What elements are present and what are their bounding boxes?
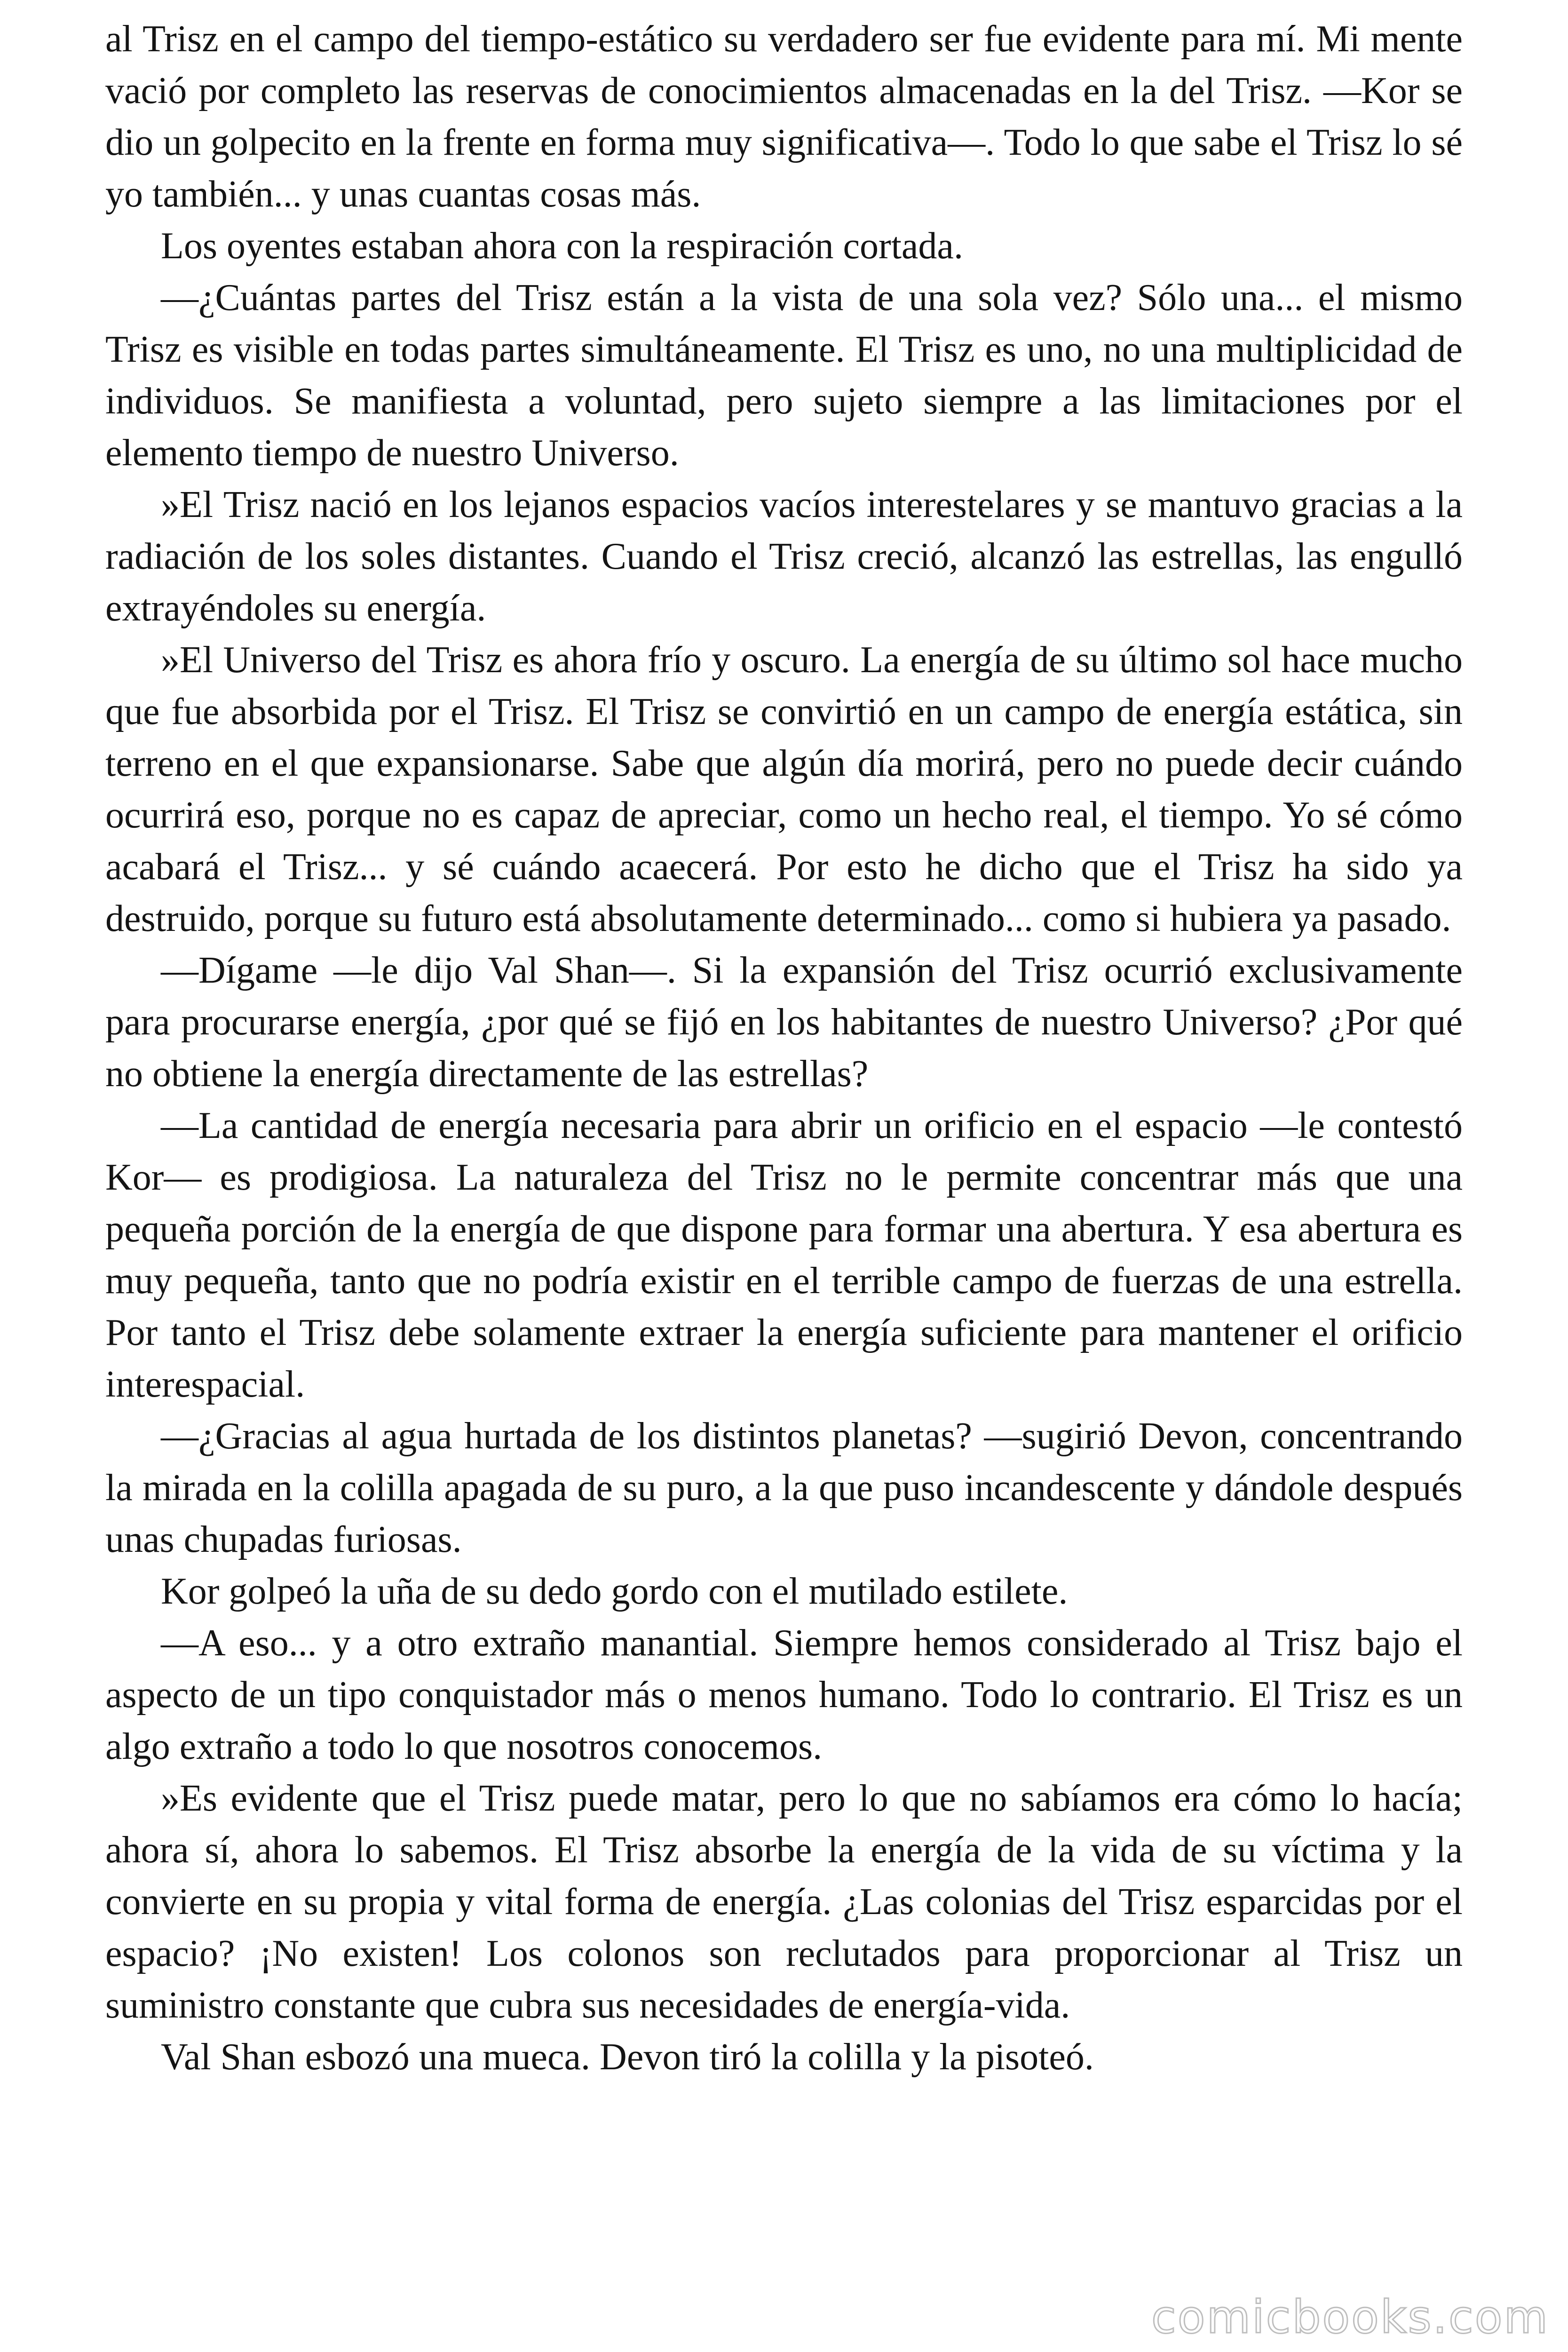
paragraph-7: —La cantidad de energía necesaria para abrir un orificio en el espacio —le contestó Kor— es prodigiosa. La naturaleza del Trisz no le permite concentrar más que una pequeña porción de la energía de que dispone para formar una abertura. Y esa abertura es muy pequeña, tanto que no podría existir en el terrible campo de fuerzas de una estrella. Por tanto el Trisz debe solamente extraer la energía suficiente para mantener el orificio interespacial. — [105, 1105, 1463, 1405]
paragraph-10: —A eso... y a otro extraño manantial. Siempre hemos considerado al Trisz bajo el aspecto de un tipo conquistador más o menos humano. Todo lo contrario. El Trisz es un algo extraño a todo lo que nosotros conocemos. — [105, 1622, 1463, 1767]
watermark-logo: comicbooks.com — [1151, 2291, 1549, 2344]
paragraph-3: —¿Cuántas partes del Trisz están a la vista de una sola vez? Sólo una... el mismo Trisz es visible en todas partes simultáneamente. El Trisz es uno, no una multiplicidad de individuos. Se manifiesta a voluntad, pero sujeto siempre a las limitaciones por el elemento tiempo de nuestro Universo. — [105, 277, 1463, 474]
paragraph-11: »Es evidente que el Trisz puede matar, pero lo que no sabíamos era cómo lo hacía; ahora sí, ahora lo sabemos. El Trisz absorbe la energía de la vida de su víctima y la convierte en su propia y vital forma de energía. ¿Las colonias del Trisz esparcidas por el espacio? ¡No existen! Los colonos son reclutados para proporcionar al Trisz un suministro constante que cubra sus necesidades de energía-vida. — [105, 1778, 1463, 2026]
paragraph-1: al Trisz en el campo del tiempo-estático su verdadero ser fue evidente para mí. Mi mente vació por completo las reservas de conocimientos almacenadas en la del Trisz. —Kor se dio un golpecito en la frente en forma muy significativa—. Todo lo que sabe el Trisz lo sé yo también... y unas cuantas cosas más. — [105, 18, 1463, 215]
paragraph-2: Los oyentes estaban ahora con la respiración cortada. — [161, 225, 963, 267]
paragraph-5: »El Universo del Trisz es ahora frío y oscuro. La energía de su último sol hace mucho que fue absorbida por el Trisz. El Trisz se convirtió en un campo de energía estática, sin terreno en el que expansionarse. Sabe que algún día morirá, pero no puede decir cuándo ocurrirá eso, porque no es capaz de apreciar, como un hecho real, el tiempo. Yo sé cómo acabará el Trisz... y sé cuándo acaecerá. Por esto he dicho que el Trisz ha sido ya destruido, porque su futuro está absolutamente determinado... como si hubiera ya pasado. — [105, 639, 1463, 939]
paragraph-6: —Dígame —le dijo Val Shan—. Si la expansión del Trisz ocurrió exclusivamente para procurarse energía, ¿por qué se fijó en los habitantes de nuestro Universo? ¿Por qué no obtiene la energía directamente de las estrellas? — [105, 950, 1463, 1095]
paragraph-12: Val Shan esbozó una mueca. Devon tiró la colilla y la pisoteó. — [161, 2036, 1094, 2078]
paragraph-8: —¿Gracias al agua hurtada de los distintos planetas? —sugirió Devon, concentrando la mirada en la colilla apagada de su puro, a la que puso incandescente y dándole después unas chupadas furiosas. — [105, 1415, 1463, 1560]
paragraph-9: Kor golpeó la uña de su dedo gordo con el mutilado estilete. — [161, 1571, 1068, 1612]
paragraph-4: »El Trisz nació en los lejanos espacios vacíos interestelares y se mantuvo gracias a la radiación de los soles distantes. Cuando el Trisz creció, alcanzó las estrellas, las engulló extrayéndoles su energía. — [105, 484, 1463, 629]
document-page — [105, 13, 1463, 2083]
